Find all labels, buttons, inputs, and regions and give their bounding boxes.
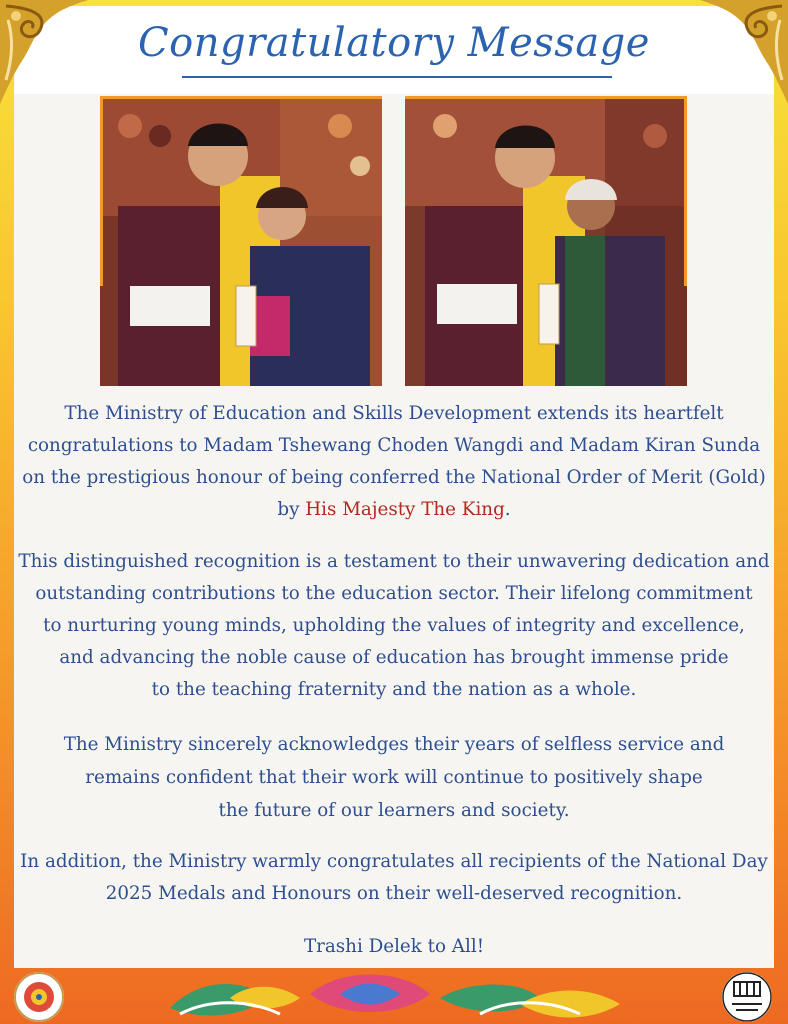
photo-frame [405, 96, 687, 99]
corner-ornament-icon [0, 0, 88, 104]
text-line: The Ministry sincerely acknowledges their years of selfless service and [63, 734, 725, 755]
photo-frame [100, 96, 103, 286]
text-fragment: . [504, 499, 511, 520]
corner-ornament-icon [700, 0, 788, 104]
paragraph-recognition [0, 546, 788, 706]
page-title: Congratulatory Message [138, 20, 650, 66]
photo-king-with-madam-tshewang [100, 96, 382, 386]
text-line: The Ministry of Education and Skills Development extends its heartfelt [64, 403, 724, 424]
text-line [0, 494, 788, 526]
text-line: congratulations to Madam Tshewang Choden Wangdi and Madam Kiran Sunda [27, 435, 761, 456]
text-line: the future of our learners and society. [218, 800, 570, 821]
text-line: 2025 Medals and Honours on their well-deserved recognition. [105, 883, 683, 904]
photo-frame [100, 96, 382, 99]
text-line: on the prestigious honour of being conferred the National Order of Merit (Gold) [22, 467, 766, 488]
closing-greeting: Trashi Delek to All! [303, 936, 485, 957]
title-band [14, 6, 774, 94]
text-line: and advancing the noble cause of education has brought immense pride [59, 647, 729, 668]
ministry-logo-icon [722, 972, 772, 1022]
royal-emblem-icon [14, 972, 64, 1022]
footer-floral-band [0, 968, 788, 1024]
text-line: outstanding contributions to the education sector. Their lifelong commitment [35, 583, 753, 604]
text-line: to nurturing young minds, upholding the values of integrity and excellence, [43, 615, 745, 636]
his-majesty-highlight: His Majesty The King [305, 499, 505, 520]
paragraph-congratulations [0, 398, 788, 526]
paragraph-national-day [0, 846, 788, 910]
paragraph-acknowledgement [0, 728, 788, 827]
title-underline [182, 76, 612, 78]
photo-king-with-madam-kiran [405, 96, 687, 386]
text-fragment: by [277, 499, 306, 520]
text-line: In addition, the Ministry warmly congratulates all recipients of the National Day [20, 851, 768, 872]
text-line: remains confident that their work will continue to positively shape [85, 767, 703, 788]
photo-frame [684, 96, 687, 286]
text-line: to the teaching fraternity and the nation as a whole. [151, 679, 637, 700]
text-line: This distinguished recognition is a testament to their unwavering dedication and [18, 551, 770, 572]
